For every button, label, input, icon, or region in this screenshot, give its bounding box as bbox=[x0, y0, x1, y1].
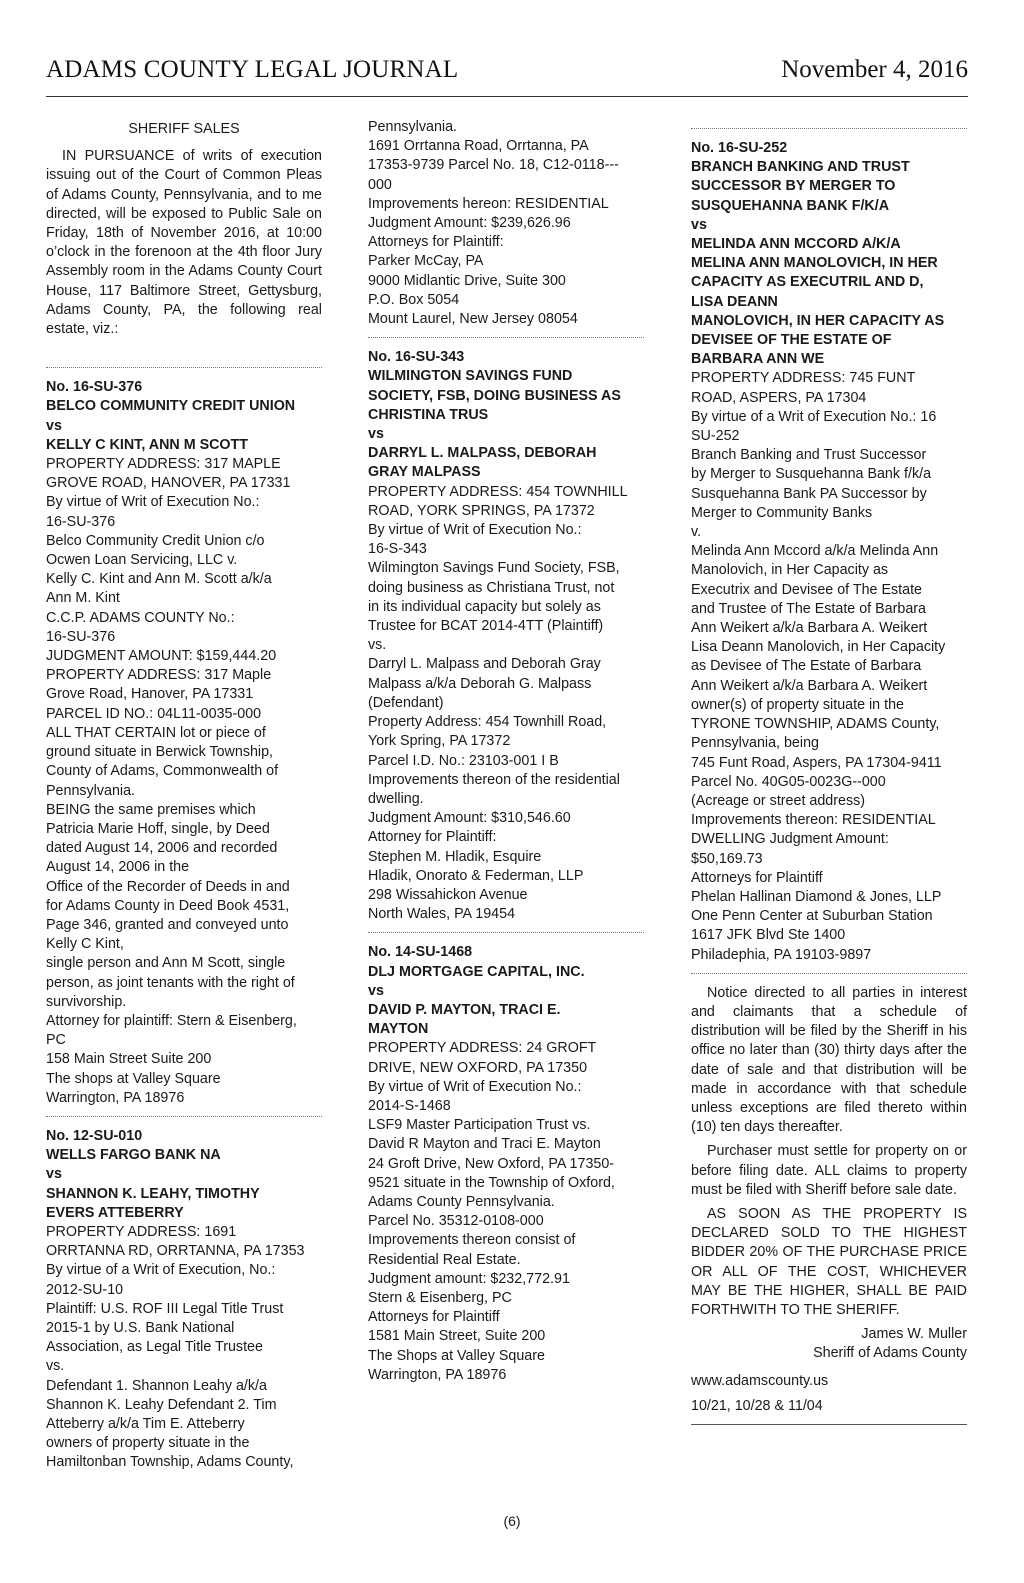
text-line: Adams County Pennsylvania. bbox=[368, 1193, 555, 1210]
text-line: By virtue of Writ of Execution No.: bbox=[368, 1078, 582, 1095]
text-line: Warrington, PA 18976 bbox=[46, 1089, 185, 1106]
text-line: Pennsylvania, being bbox=[691, 735, 819, 752]
text-line: Melinda Ann Mccord a/k/a Melinda Ann bbox=[691, 543, 939, 560]
text-line: Ann Weikert a/k/a Barbara A. Weikert bbox=[691, 620, 928, 637]
text-line: EVERS ATTEBERRY bbox=[46, 1204, 184, 1221]
text-line: No. 14-SU-1468 bbox=[368, 944, 473, 961]
text-line: ground situate in Berwick Township, bbox=[46, 744, 274, 761]
text-line: 24 Groft Drive, New Oxford, PA 17350- bbox=[368, 1155, 615, 1172]
text-line: Philadephia, PA 19103-9897 bbox=[691, 946, 872, 963]
text-line: Judgment Amount: $310,546.60 bbox=[368, 810, 571, 827]
text-line: By virtue of Writ of Execution No.: bbox=[46, 494, 260, 511]
text-line: Attorneys for Plaintiff bbox=[691, 869, 823, 886]
text-line: v. bbox=[691, 524, 702, 541]
text-line: vs bbox=[368, 982, 384, 999]
text-line: vs. bbox=[46, 1358, 65, 1375]
column-3 bbox=[691, 118, 967, 1425]
text-line: ROAD, YORK SPRINGS, PA 17372 bbox=[368, 502, 595, 519]
column-2 bbox=[368, 118, 644, 1385]
case-body bbox=[368, 483, 644, 925]
case-heading bbox=[368, 943, 644, 1039]
text-line: Trustee for BCAT 2014-4TT (Plaintiff) bbox=[368, 618, 604, 635]
text-line: BELCO COMMUNITY CREDIT UNION bbox=[46, 398, 296, 415]
text-line: Improvements thereon of the residential bbox=[368, 771, 620, 788]
text-line: The Shops at Valley Square bbox=[368, 1347, 545, 1364]
case-heading bbox=[46, 1127, 322, 1223]
text-line: Hamiltonban Township, Adams County, bbox=[46, 1454, 294, 1471]
text-line: dwelling. bbox=[368, 790, 424, 807]
issue-date: November 4, 2016 bbox=[781, 56, 968, 83]
divider bbox=[46, 1116, 322, 1117]
text-line: BEING the same premises which bbox=[46, 801, 256, 818]
text-line: 1581 Main Street, Suite 200 bbox=[368, 1328, 546, 1345]
case-body-continued bbox=[368, 118, 644, 329]
text-line: P.O. Box 5054 bbox=[368, 291, 460, 308]
text-line: Mount Laurel, New Jersey 08054 bbox=[368, 311, 578, 328]
text-line: MELINDA ANN MCCORD A/K/A bbox=[691, 236, 901, 253]
text-line: 16-SU-376 bbox=[46, 513, 116, 530]
text-line: Hladik, Onorato & Federman, LLP bbox=[368, 867, 584, 884]
text-line: By virtue of Writ of Execution No.: bbox=[368, 522, 582, 539]
notice-paragraph: AS SOON AS THE PROPERTY IS DECLARED SOLD TO THE HIGHEST BIDDER 20% OF THE PURCHASE PRICE OR ALL OF THE COST, WHICHEVER MAY BE THE HIGHER, SHALL BE PAID FORTHWITH TO THE SHERIFF. bbox=[691, 1205, 967, 1318]
text-line: DARRYL L. MALPASS, DEBORAH bbox=[368, 445, 597, 462]
text-line: No. 12-SU-010 bbox=[46, 1127, 143, 1144]
case-body bbox=[691, 369, 967, 964]
text-line: ROAD, ASPERS, PA 17304 bbox=[691, 389, 867, 406]
text-line: Page 346, granted and conveyed unto bbox=[46, 916, 289, 933]
text-line: Stephen M. Hladik, Esquire bbox=[368, 848, 542, 865]
text-line: owner(s) of property situate in the bbox=[691, 696, 904, 713]
text-line: Belco Community Credit Union c/o bbox=[46, 532, 265, 549]
notice-paragraph: Notice directed to all parties in interest and claimants that a schedule of distribution will be filed by the Sheriff in his office no later than (30) thirty days after the date of sale and that distribution will be made in accordance with that schedule unless exceptions are filed thereto within (10) ten days thereafter. bbox=[691, 984, 967, 1136]
text-line: vs bbox=[46, 1166, 62, 1183]
text-line: 2014-S-1468 bbox=[368, 1097, 451, 1114]
text-line: Plaintiff: U.S. ROF III Legal Title Trust bbox=[46, 1300, 284, 1317]
text-line: PROPERTY ADDRESS: 454 TOWNHILL bbox=[368, 483, 628, 500]
text-line: York Spring, PA 17372 bbox=[368, 733, 511, 750]
text-line: Pennsylvania. bbox=[368, 119, 458, 135]
text-line: BARBARA ANN WE bbox=[691, 351, 825, 368]
page-header bbox=[46, 56, 968, 97]
text-line: Stern & Eisenberg, PC bbox=[368, 1289, 512, 1306]
text-line: Improvements thereon: RESIDENTIAL bbox=[691, 812, 936, 829]
text-line: DAVID P. MAYTON, TRACI E. bbox=[368, 1001, 561, 1018]
text-line: 16-S-343 bbox=[368, 541, 427, 558]
text-line: Patricia Marie Hoff, single, by Deed bbox=[46, 820, 270, 837]
text-line: SUCCESSOR BY MERGER TO bbox=[691, 178, 896, 195]
text-line: CAPACITY AS EXECUTRIL AND D, bbox=[691, 274, 924, 291]
text-line: MANOLOVICH, IN HER CAPACITY AS bbox=[691, 312, 945, 329]
text-line: Attorney for Plaintiff: bbox=[368, 829, 497, 846]
text-line: by Merger to Susquehanna Bank f/k/a bbox=[691, 466, 932, 483]
text-line: No. 16-SU-376 bbox=[46, 379, 143, 396]
text-line: 745 Funt Road, Aspers, PA 17304-9411 bbox=[691, 754, 942, 771]
text-line: SU-252 bbox=[691, 428, 740, 445]
page-number: (6) bbox=[503, 1513, 521, 1529]
text-line: 16-SU-376 bbox=[46, 628, 116, 645]
case-heading bbox=[691, 139, 967, 369]
text-line: (Defendant) bbox=[368, 694, 444, 711]
text-line: DRIVE, NEW OXFORD, PA 17350 bbox=[368, 1059, 588, 1076]
text-line: 1691 Orrtanna Road, Orrtanna, PA bbox=[368, 138, 589, 155]
text-line: Branch Banking and Trust Successor bbox=[691, 447, 927, 464]
text-line: Wilmington Savings Fund Society, FSB, bbox=[368, 560, 620, 577]
text-line: PROPERTY ADDRESS: 745 FUNT bbox=[691, 370, 916, 387]
case-body bbox=[46, 1223, 322, 1473]
text-line: 17353-9739 Parcel No. 18, C12-0118--- bbox=[368, 157, 619, 174]
text-line: PROPERTY ADDRESS: 1691 bbox=[46, 1223, 237, 1240]
text-line: PC bbox=[46, 1032, 66, 1049]
publication-dates: 10/21, 10/28 & 11/04 bbox=[691, 1397, 823, 1414]
text-line: vs bbox=[46, 417, 62, 434]
text-line: DWELLING Judgment Amount: bbox=[691, 831, 889, 848]
text-line: Atteberry a/k/a Tim E. Atteberry bbox=[46, 1416, 245, 1432]
text-line: Parcel I.D. No.: 23103-001 I B bbox=[368, 752, 559, 769]
text-line: DLJ MORTGAGE CAPITAL, INC. bbox=[368, 963, 585, 980]
text-line: GROVE ROAD, HANOVER, PA 17331 bbox=[46, 475, 291, 492]
text-line: Judgment Amount: $239,626.96 bbox=[368, 215, 571, 232]
text-line: One Penn Center at Suburban Station bbox=[691, 908, 933, 925]
divider bbox=[46, 367, 322, 368]
text-line: doing business as Christiana Trust, not bbox=[368, 579, 615, 596]
text-line: August 14, 2006 in the bbox=[46, 859, 190, 876]
journal-title: ADAMS COUNTY LEGAL JOURNAL bbox=[46, 56, 459, 83]
text-line: survivorship. bbox=[46, 993, 127, 1010]
case-heading bbox=[368, 348, 644, 482]
sheriff-title: Sheriff of Adams County bbox=[813, 1345, 967, 1362]
text-line: Attorneys for Plaintiff: bbox=[368, 234, 504, 251]
text-line: Parcel No. 35312-0108-000 bbox=[368, 1213, 544, 1230]
text-line: No. 16-SU-343 bbox=[368, 349, 465, 366]
text-line: Warrington, PA 18976 bbox=[368, 1366, 507, 1383]
text-line: Manolovich, in Her Capacity as bbox=[691, 562, 889, 579]
text-line: WILMINGTON SAVINGS FUND bbox=[368, 368, 573, 385]
text-line: PARCEL ID NO.: 04L11-0035-000 bbox=[46, 705, 262, 722]
text-line: single person and Ann M Scott, single bbox=[46, 955, 286, 972]
text-line: WELLS FARGO BANK NA bbox=[46, 1147, 221, 1164]
text-line: Grove Road, Hanover, PA 17331 bbox=[46, 686, 254, 703]
text-line: PROPERTY ADDRESS: 317 Maple bbox=[46, 667, 272, 684]
text-line: dated August 14, 2006 and recorded bbox=[46, 840, 278, 857]
text-line: Association, as Legal Title Trustee bbox=[46, 1339, 263, 1356]
text-line: Parker McCay, PA bbox=[368, 253, 484, 270]
text-line: Ann Weikert a/k/a Barbara A. Weikert bbox=[691, 677, 928, 694]
text-line: 9000 Midlantic Drive, Suite 300 bbox=[368, 272, 566, 289]
text-line: SHANNON K. LEAHY, TIMOTHY bbox=[46, 1185, 260, 1202]
text-line: Parcel No. 40G05-0023G--000 bbox=[691, 773, 886, 790]
column-1 bbox=[46, 118, 322, 1473]
intro-paragraph: IN PURSUANCE of writs of execution issuing out of the Court of Common Pleas of Adams County, Pennsylvania, and to me directed, will be exposed to Public Sale on Friday, 18th of November 2016, at 10:00 o’clock in the forenoon at the 4th floor Jury Assembly room in the Adams County Court House, 117 Baltimore Street, Gettysburg, Adams County, PA, the following real estate, viz.: bbox=[46, 148, 322, 338]
text-line: 158 Main Street Suite 200 bbox=[46, 1051, 212, 1068]
text-line: Defendant 1. Shannon Leahy a/k/a bbox=[46, 1377, 267, 1394]
text-line: PROPERTY ADDRESS: 24 GROFT bbox=[368, 1040, 597, 1057]
divider bbox=[368, 932, 644, 933]
text-line: SUSQUEHANNA BANK F/K/A bbox=[691, 197, 890, 214]
text-line: Lisa Deann Manolovich, in Her Capacity bbox=[691, 639, 946, 656]
text-line: Phelan Hallinan Diamond & Jones, LLP bbox=[691, 888, 942, 905]
text-line: KELLY C KINT, ANN M SCOTT bbox=[46, 436, 249, 453]
text-line: Improvements hereon: RESIDENTIAL bbox=[368, 195, 609, 212]
text-line: Executrix and Devisee of The Estate bbox=[691, 581, 922, 598]
text-line: By virtue of a Writ of Execution No.: 16 bbox=[691, 408, 937, 425]
text-line: 000 bbox=[368, 176, 392, 193]
text-line: vs. bbox=[368, 637, 387, 654]
text-line: Susquehanna Bank PA Successor by bbox=[691, 485, 927, 502]
end-rule bbox=[691, 1424, 967, 1425]
text-line: as Devisee of The Estate of Barbara bbox=[691, 658, 922, 675]
text-line: ORRTANNA RD, ORRTANNA, PA 17353 bbox=[46, 1243, 305, 1260]
text-line: vs bbox=[368, 426, 384, 443]
text-line: Judgment amount: $232,772.91 bbox=[368, 1270, 570, 1287]
text-line: County of Adams, Commonwealth of bbox=[46, 763, 279, 780]
text-line: Kelly C Kint, bbox=[46, 936, 124, 953]
text-line: JUDGMENT AMOUNT: $159,444.20 bbox=[46, 648, 277, 665]
text-line: The shops at Valley Square bbox=[46, 1070, 221, 1087]
text-line: person, as joint tenants with the right of bbox=[46, 974, 295, 991]
text-line: owners of property situate in the bbox=[46, 1435, 250, 1452]
text-line: LISA DEANN bbox=[691, 293, 778, 310]
text-line: and Trustee of The Estate of Barbara bbox=[691, 600, 926, 617]
text-line: MAYTON bbox=[368, 1021, 429, 1038]
text-line: Malpass a/k/a Deborah G. Malpass bbox=[368, 675, 592, 692]
text-line: GRAY MALPASS bbox=[368, 464, 481, 481]
text-line: TYRONE TOWNSHIP, ADAMS County, bbox=[691, 716, 940, 733]
text-line: Ann M. Kint bbox=[46, 590, 120, 607]
text-line: 2015-1 by U.S. Bank National bbox=[46, 1319, 235, 1336]
text-line: Property Address: 454 Townhill Road, bbox=[368, 714, 607, 731]
text-line: Residential Real Estate. bbox=[368, 1251, 521, 1268]
text-line: By virtue of a Writ of Execution, No.: bbox=[46, 1262, 276, 1279]
case-body bbox=[368, 1039, 644, 1385]
text-line: CHRISTINA TRUS bbox=[368, 406, 489, 423]
text-line: ALL THAT CERTAIN lot or piece of bbox=[46, 724, 266, 741]
text-line: PROPERTY ADDRESS: 317 MAPLE bbox=[46, 456, 281, 473]
text-line: C.C.P. ADAMS COUNTY No.: bbox=[46, 609, 235, 626]
text-line: DEVISEE OF THE ESTATE OF bbox=[691, 332, 892, 349]
text-line: 1617 JFK Blvd Ste 1400 bbox=[691, 927, 846, 944]
text-line: Office of the Recorder of Deeds in and bbox=[46, 878, 290, 895]
case-heading bbox=[46, 378, 322, 455]
text-line: 298 Wissahickon Avenue bbox=[368, 886, 528, 903]
sheriff-name: James W. Muller bbox=[861, 1326, 967, 1343]
text-line: Shannon K. Leahy Defendant 2. Tim bbox=[46, 1396, 277, 1413]
text-line: SOCIETY, FSB, DOING BUSINESS AS bbox=[368, 387, 621, 404]
notice-paragraph: Purchaser must settle for property on or before filing date. ALL claims to property must be filed with Sheriff before sale date. bbox=[691, 1143, 967, 1198]
text-line: MELINA ANN MANOLOVICH, IN HER bbox=[691, 255, 938, 272]
divider bbox=[691, 973, 967, 974]
text-line: for Adams County in Deed Book 4531, bbox=[46, 897, 290, 914]
text-line: David R Mayton and Traci E. Mayton bbox=[368, 1136, 601, 1153]
text-line: BRANCH BANKING AND TRUST bbox=[691, 159, 910, 176]
text-line: 9521 situate in the Township of Oxford, bbox=[368, 1174, 615, 1191]
text-line: in its individual capacity but solely as bbox=[368, 598, 601, 615]
case-body bbox=[46, 455, 322, 1108]
text-line: Merger to Community Banks bbox=[691, 504, 873, 521]
text-line: Darryl L. Malpass and Deborah Gray bbox=[368, 656, 601, 673]
text-line: vs bbox=[691, 216, 707, 233]
text-line: Ocwen Loan Servicing, LLC v. bbox=[46, 552, 238, 569]
text-line: Pennsylvania. bbox=[46, 782, 136, 799]
text-line: Attorney for plaintiff: Stern & Eisenberg, bbox=[46, 1012, 297, 1029]
text-line: Attorneys for Plaintiff bbox=[368, 1309, 500, 1326]
text-line: $50,169.73 bbox=[691, 850, 763, 867]
text-line: No. 16-SU-252 bbox=[691, 140, 788, 156]
section-title: SHERIFF SALES bbox=[128, 121, 240, 137]
text-line: 2012-SU-10 bbox=[46, 1281, 124, 1298]
text-line: North Wales, PA 19454 bbox=[368, 906, 516, 923]
divider bbox=[691, 128, 967, 129]
text-line: Kelly C. Kint and Ann M. Scott a/k/a bbox=[46, 571, 272, 588]
text-line: LSF9 Master Participation Trust vs. bbox=[368, 1117, 591, 1134]
divider bbox=[368, 337, 644, 338]
text-line: (Acreage or street address) bbox=[691, 792, 866, 809]
website: www.adamscounty.us bbox=[691, 1372, 829, 1389]
text-line: Improvements thereon consist of bbox=[368, 1232, 576, 1249]
